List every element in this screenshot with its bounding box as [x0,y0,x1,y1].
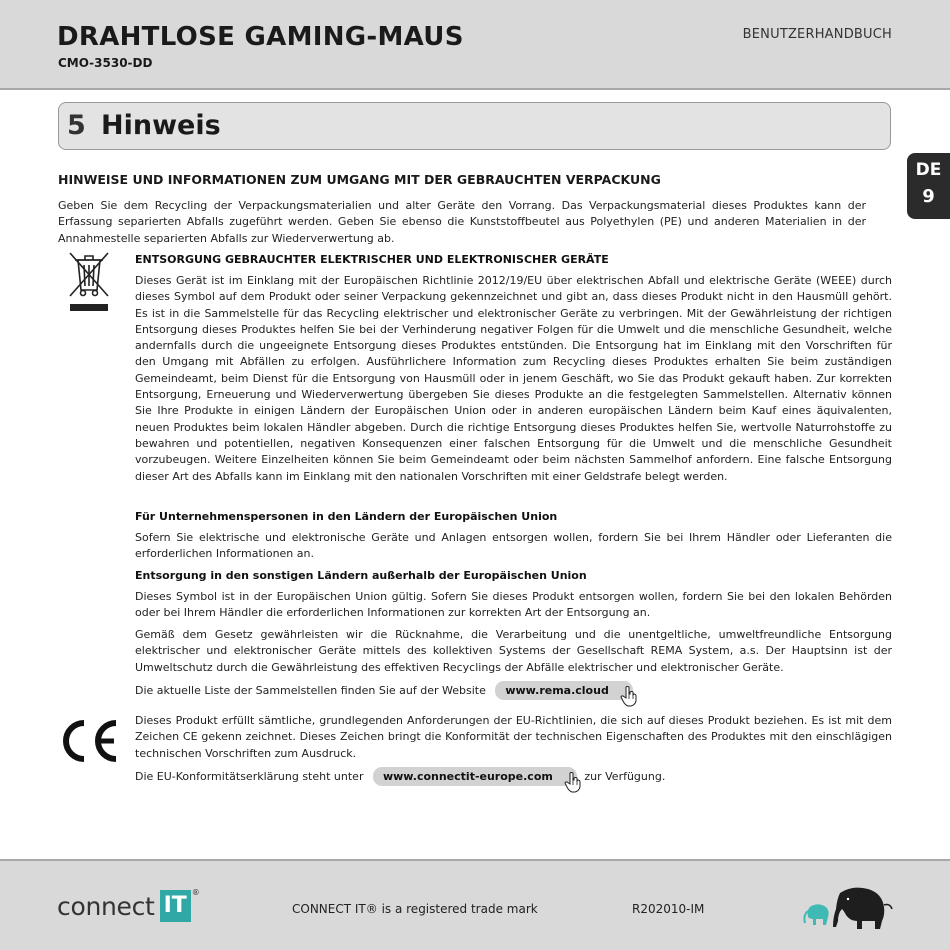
business-text: Sofern Sie elektrische und elektronische Geräte und Anlagen entsorgen wollen, fordern Sie bei Ihrem Händler oder Lieferanten die erforderlichen Informationen an. [135,531,892,561]
weee-heading: ENTSORGUNG GEBRAUCHTER ELEKTRISCHER UND ELEKTRONISCHER GERÄTE [135,253,609,266]
pointing-hand-cursor-icon [619,685,639,707]
business-heading: Für Unternehmenspersonen in den Ländern der Europäischen Union [135,510,558,523]
elephants-logo-icon [800,881,895,931]
section-title-box [58,102,891,150]
crossed-out-wheelie-bin-icon [64,250,114,314]
packaging-heading: HINWEISE UND INFORMATIONEN ZUM UMGANG MIT DER GEBRAUCHTEN VERPACKUNG [58,172,661,187]
collection-list-text: Die aktuelle Liste der Sammelstellen finden Sie auf der Website [135,684,486,697]
logo-box: IT [160,890,191,922]
connectit-link-label: www.connectit-europe.com [382,770,553,783]
document-code: R202010-IM [632,902,705,916]
connect-it-logo [57,888,200,924]
ce-mark-icon [58,718,122,764]
eu-declaration-suffix: zur Verfügung. [584,770,666,783]
pointing-hand-cursor-icon [563,771,583,793]
language-code: DE [915,160,942,180]
other-countries-heading: Entsorgung in den sonstigen Ländern außerhalb der Europäischen Union [135,569,587,582]
eu-declaration-text: Die EU-Konformitätserklärung steht unter [135,770,364,783]
page-footer [0,859,950,950]
document-type: BENUTZERHANDBUCH [742,27,892,42]
packaging-text: Geben Sie dem Recycling der Verpackungsmaterialien und alter Geräte den Vorrang. Das Verpackungsmaterial dieses Produktes kann der Erfassung separierten Abfalls zugeführt werden. Geben Sie ebenso die Kunststoffbeutel aus Polyethylen (PE) und anderen Materialien in der Annahmestelle separierten Abfalls zur Wiederverwertung ab. [58,199,866,245]
rema-link-label: www.rema.cloud [505,684,609,697]
product-title: DRAHTLOSE GAMING-MAUS [57,22,464,52]
page-header [0,0,950,90]
section-title: Hinweis [101,110,221,141]
other-countries-text: Dieses Symbol ist in der Europäischen Union gültig. Sofern Sie dieses Produkt entsorgen wollen, fordern Sie bei den lokalen Behörden oder bei Ihrem Händler die erforderlichen Informationen zur korrekten Art der Entsorgung an. [135,590,892,620]
connectit-link[interactable] [373,767,577,786]
law-text: Gemäß dem Gesetz gewährleisten wir die Rücknahme, die Verarbeitung und die unentgeltliche, umweltfreundliche Entsorgung elektrischer und elektronischer Geräte mittels des kollektiven Systems der Gesellschaft REMA System, a.s. Der Hauptsinn ist der Umweltschutz durch die Gewährleistung des effektiven Recyclings der Abfälle elektrischer und elektronischer Geräte. [135,628,892,674]
page-number: 9 [922,186,935,207]
logo-registered-mark: ® [191,888,200,897]
section-number: 5 [67,110,86,141]
model-number: CMO-3530-DD [58,56,153,70]
language-page-tab [907,153,950,219]
rema-link[interactable] [495,681,632,700]
collection-list-line [135,681,633,700]
logo-word: connect [57,891,155,921]
weee-text: Dieses Gerät ist im Einklang mit der Europäischen Richtlinie 2012/19/EU über elektrischen Abfall und elektrische Geräte (WEEE) durch dieses Symbol auf dem Produkt oder seiner Verpackung gekennzeichnet und gibt an, dass dieses Produkt nicht in den Hausmüll gehört. Es ist in die Sammelstelle für das Recycling elektrischer und elektronischer Geräte zu verbringen. Mit der Gewährleistung der richtigen Entsorgung dieses Produktes helfen Sie bei der Verhinderung negativer Folgen für die Umwelt und die menschliche Gesundheit, welche andernfalls durch die ungeeignete Entsorgung dieses Produktes entstünden. Die Entsorgung hat im Einklang mit den Vorschriften für den Umgang mit Abfällen zu erfolgen. Ausführlichere Information zum Recycling dieses Produktes erhalten Sie beim zuständigen Gemeindeamt, beim Dienst für die Entsorgung von Hausmüll oder in jenem Geschäft, wo Sie das Produkt gekauft haben. Zur korrekten Entsorgung, Erneuerung und Wiederverwertung übergeben Sie dieses Produkte an die festgelegten Sammelstellen. Alternativ können Sie Ihre Produkte in einigen Ländern der Europäischen Union oder in anderen europäischen Ländern beim Kauf eines äquivalenten, neuen Produktes beim lokalen Händler abgeben. Durch die richtige Entsorgung dieses Produktes helfen Sie, wertvolle Naturrohstoffe zu bewahren und potentiellen, negativen Konsequenzen einer falschen Entsorgung für die Umwelt und die menschliche Gesundheit vorzubeugen. Weitere Einzelheiten können Sie beim Gemeindeamt oder beim nächsten Sammelhof anfordern. Eine falsche Entsorgung dieser Art des Abfalls kann im Einklang mit den nationalen Vorschriften mit einer Geldstrafe belegt werden. [135,274,892,483]
ce-text: Dieses Produkt erfüllt sämtliche, grundlegenden Anforderungen der EU-Richtlinien, die sich auf dieses Produkt beziehen. Es ist mit dem Zeichen CE gekenn zeichnet. Dieses Zeichen bringt die Konformität der technischen Eigenschaften des Produktes mit den einschlägigen technischen Vorschriften zum Ausdruck. [135,714,892,760]
eu-declaration-line [135,767,665,786]
trademark-notice: CONNECT IT® is a registered trade mark [292,902,538,916]
